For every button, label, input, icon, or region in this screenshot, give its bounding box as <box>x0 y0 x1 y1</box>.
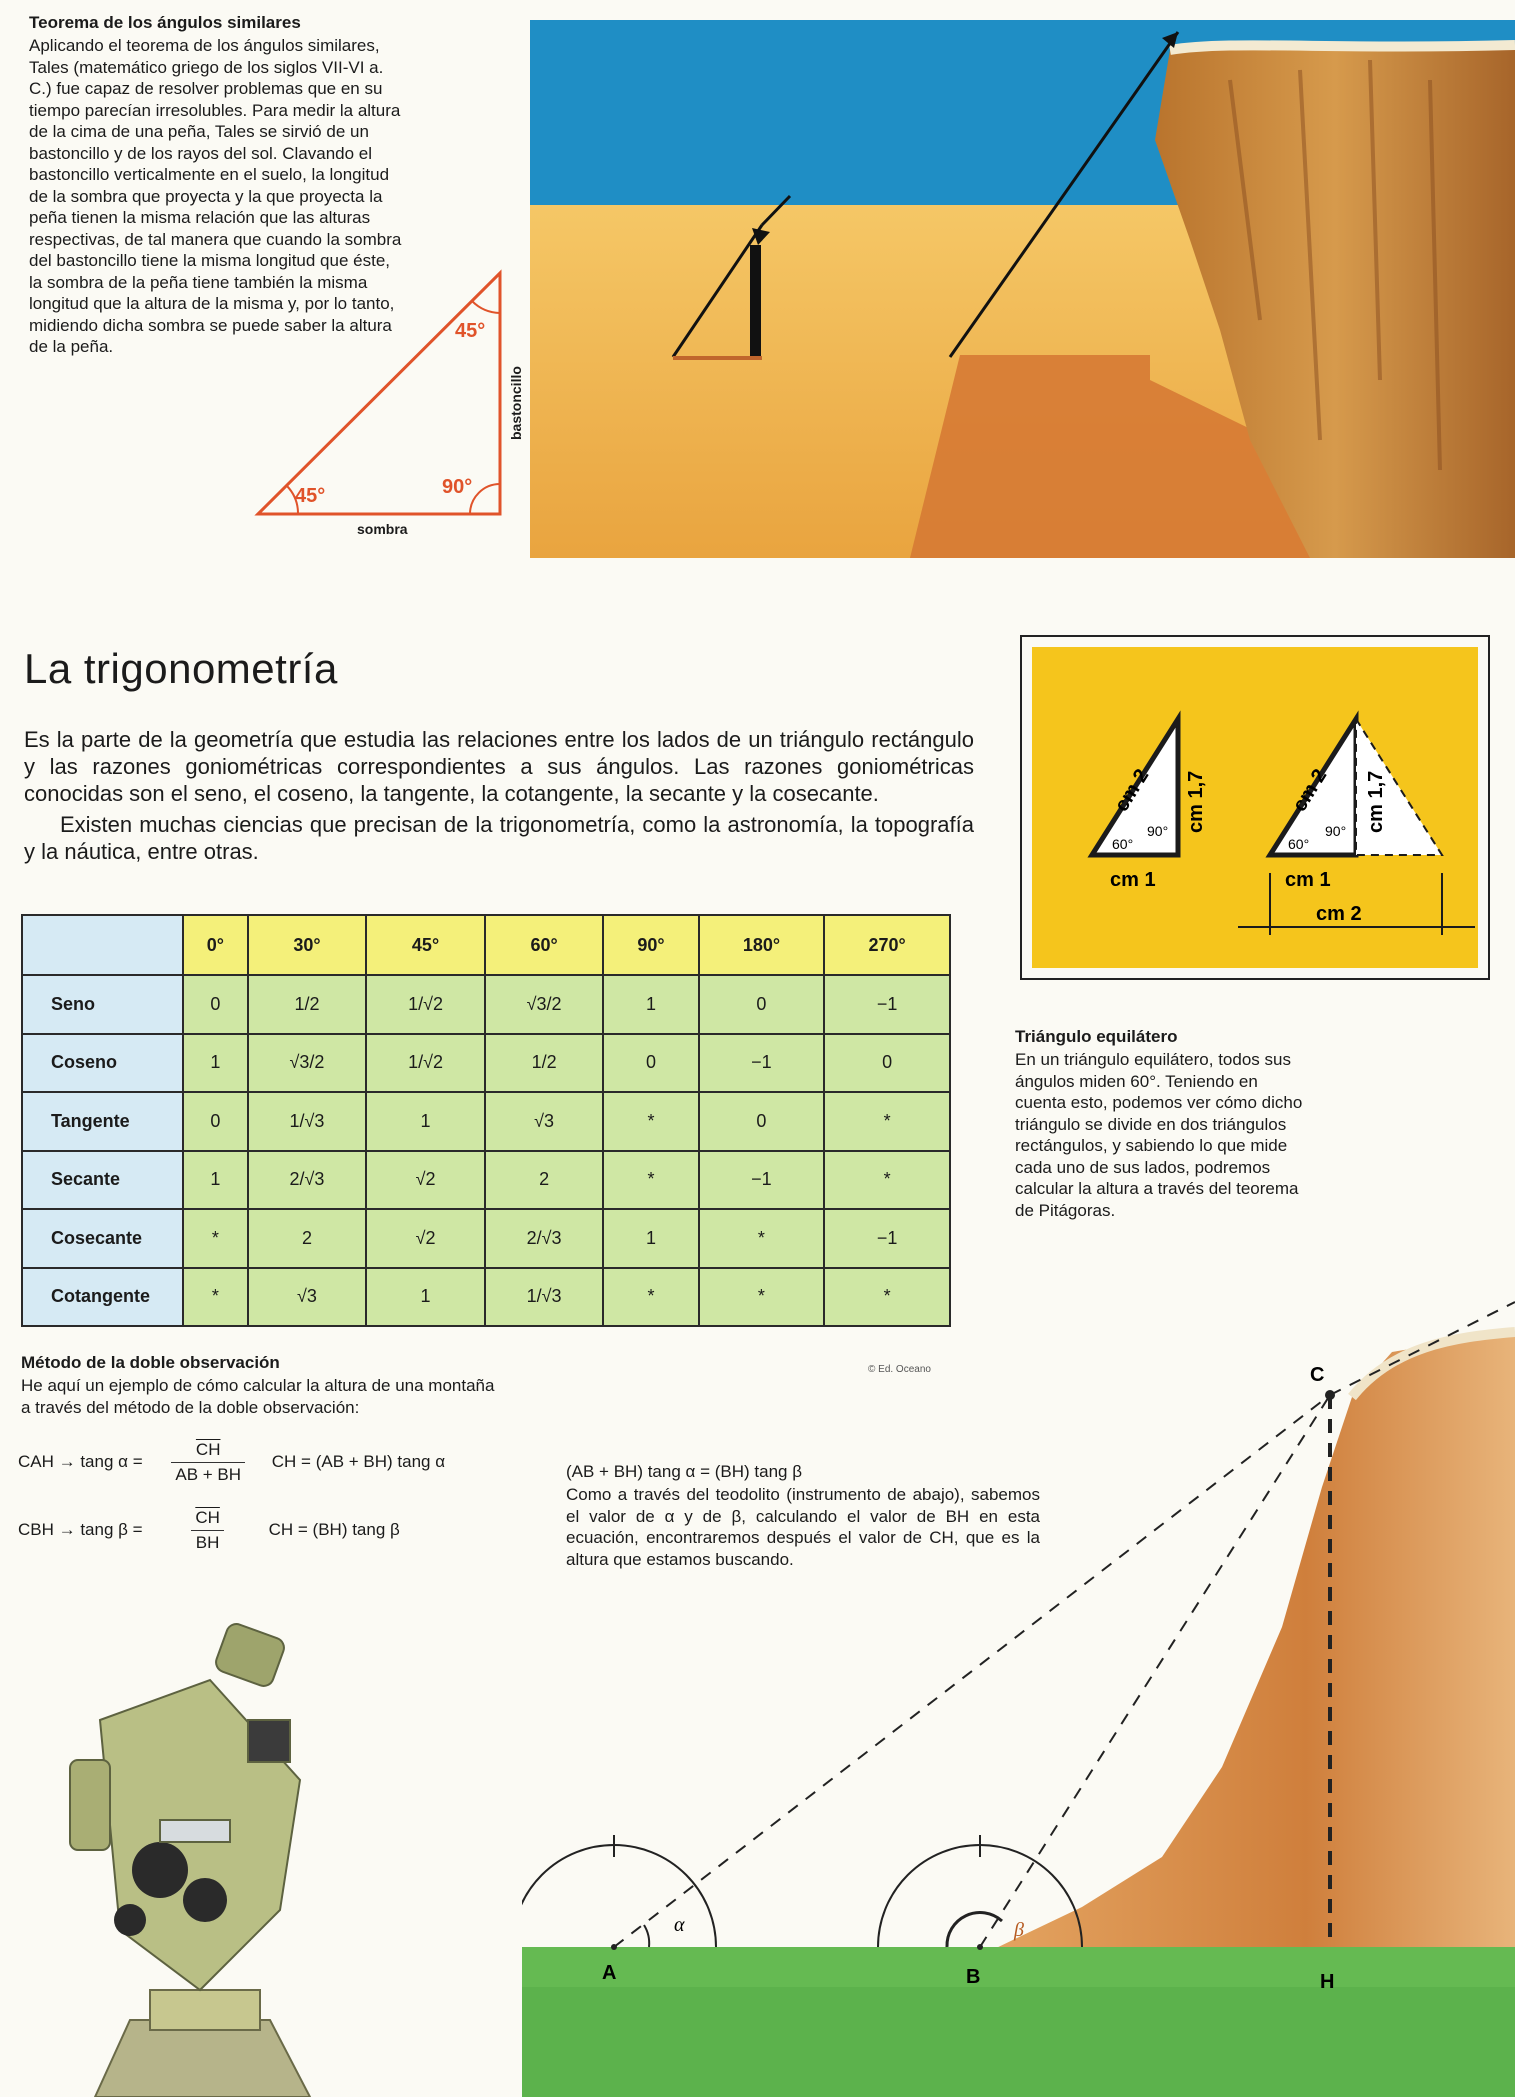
table-corner <box>22 915 183 975</box>
table-cell: * <box>183 1268 248 1327</box>
table-cell: * <box>603 1092 698 1151</box>
table-cell: √3 <box>485 1092 604 1151</box>
point-b-label: B <box>966 1966 981 1988</box>
point-c-label: C <box>1310 1364 1325 1386</box>
header-cell: 30° <box>248 915 367 975</box>
table-cell: 0 <box>824 1034 950 1093</box>
table-cell: 0 <box>603 1034 698 1093</box>
row-header: Coseno <box>22 1034 183 1093</box>
side-label-2: cm 1,7 <box>1365 770 1387 833</box>
table-cell: 1 <box>366 1092 485 1151</box>
thales-title: Teorema de los ángulos similares <box>29 13 301 32</box>
angle60-label-2: 60° <box>1288 836 1310 852</box>
angle-right-label: 90° <box>442 476 473 498</box>
table-cell: 2 <box>248 1209 367 1268</box>
table-cell: −1 <box>699 1151 825 1210</box>
row-header: Secante <box>22 1151 183 1210</box>
table-cell: 0 <box>183 1092 248 1151</box>
table-cell: 1/2 <box>248 975 367 1034</box>
angle-alpha-arc <box>644 1925 649 1947</box>
angle60-label-1: 60° <box>1112 836 1134 852</box>
table-cell: 0 <box>699 1092 825 1151</box>
explanation: Como a través del teodolito (instrumento de abajo), sabemos el valor de α y de β, calculando el valor de BH en esta ecuación, encontraremos después el valor de CH, que es la altura que estamos buscando. <box>566 1485 1040 1569</box>
table-cell: −1 <box>699 1034 825 1093</box>
table-row <box>22 1209 950 1268</box>
table-cell: * <box>824 1151 950 1210</box>
angle-beta-arc <box>947 1913 1002 1947</box>
formula-1-num: $\overline{CH}$ <box>171 1440 245 1463</box>
equilateral-diagram <box>1020 635 1490 980</box>
table-cell: √3/2 <box>248 1034 367 1093</box>
thales-triangle-diagram <box>250 255 540 540</box>
table-cell: 1/√2 <box>366 1034 485 1093</box>
table-cell: * <box>183 1209 248 1268</box>
row-header: Tangente <box>22 1092 183 1151</box>
header-cell: 60° <box>485 915 604 975</box>
header-cell: 90° <box>603 915 698 975</box>
table-cell: 1 <box>603 1209 698 1268</box>
stick <box>750 245 761 358</box>
protractor-a <box>522 1845 716 1947</box>
angle-top-label: 45° <box>455 320 486 342</box>
table-cell: 1 <box>183 1034 248 1093</box>
point-c <box>1325 1390 1335 1400</box>
intro-text <box>24 726 974 865</box>
theodolite-photo <box>0 1610 345 2097</box>
table-cell: 1/√3 <box>248 1092 367 1151</box>
hyp-label-1: cm 2 <box>1110 765 1154 816</box>
header-cell: 270° <box>824 915 950 975</box>
table-cell: −1 <box>824 975 950 1034</box>
table-cell: 1/√3 <box>485 1268 604 1327</box>
formula-1-left: CAH → tang α = <box>18 1451 143 1471</box>
table-cell: 1/√2 <box>366 975 485 1034</box>
row-header: Cotangente <box>22 1268 183 1327</box>
base-label-2: cm 1 <box>1285 869 1331 891</box>
table-cell: 1 <box>366 1268 485 1327</box>
formula-1 <box>18 1440 445 1485</box>
copyright: © Ed. Oceano <box>868 1364 931 1375</box>
equilateral-title: Triángulo equilátero <box>1015 1027 1178 1046</box>
table-cell: * <box>699 1268 825 1327</box>
table-cell: 1/2 <box>485 1034 604 1093</box>
shadow-label: sombra <box>357 521 408 537</box>
table-cell: 1 <box>603 975 698 1034</box>
table-cell: * <box>603 1151 698 1210</box>
table-cell: 2/√3 <box>485 1209 604 1268</box>
header-cell: 0° <box>183 915 248 975</box>
angle-arc-right <box>470 484 500 514</box>
table-cell: √2 <box>366 1151 485 1210</box>
table-row <box>22 975 950 1034</box>
equilateral-text: En un triángulo equilátero, todos sus ángulos miden 60°. Teniendo en cuenta esto, podemos ver cómo dicho triángulo se divide en dos triángulos rectángulos, y sabiendo lo que mide cada uno de sus lados, podremos calcular la altura a través del teorema de Pitágoras. <box>1015 1050 1303 1220</box>
row-header: Seno <box>22 975 183 1034</box>
table-cell: √2 <box>366 1209 485 1268</box>
page-title: La trigonometría <box>24 645 338 692</box>
trig-table <box>21 914 951 1327</box>
formula-2-left: CBH → tang β = <box>18 1519 143 1539</box>
thales-cliff-illustration <box>530 20 1515 558</box>
table-row <box>22 1034 950 1093</box>
header-cell: 45° <box>366 915 485 975</box>
angle-left-label: 45° <box>295 485 326 507</box>
formula-1-den: AB + BH <box>175 1465 242 1484</box>
table-cell: 2 <box>485 1151 604 1210</box>
table-cell: 2/√3 <box>248 1151 367 1210</box>
table-cell: 0 <box>699 975 825 1034</box>
formula-1-right: CH = (AB + BH) tang α <box>271 1451 446 1471</box>
table-cell: √3/2 <box>485 975 604 1034</box>
point-h-label: H <box>1320 1971 1335 1993</box>
table-row <box>22 1151 950 1210</box>
table-cell: * <box>824 1092 950 1151</box>
formula-2-num: $\overline{CH}$ <box>191 1508 224 1531</box>
header-cell: 180° <box>699 915 825 975</box>
formula-2-den: BH <box>195 1533 220 1552</box>
base-label-1: cm 1 <box>1110 869 1156 891</box>
side-label-1: cm 1,7 <box>1185 770 1207 833</box>
table-cell: √3 <box>248 1268 367 1327</box>
table-cell: * <box>699 1209 825 1268</box>
full-base-label: cm 2 <box>1316 903 1362 925</box>
mountain <box>992 1332 1515 1950</box>
table-cell: 1 <box>183 1151 248 1210</box>
angle90-label-1: 90° <box>1147 823 1169 839</box>
table-header-row <box>22 915 950 975</box>
thales-text: Aplicando el teorema de los ángulos similares, Tales (matemático griego de los siglos VII-VI a. C.) fue capaz de resolver problemas que en su tiempo parecían irresolubles. Para medir la altura de la cima de una peña, Tales se sirvió de un bastoncillo y de los rayos del sol. Clavando el bastoncillo verticalmente en el suelo, la longitud de la sombra que proyecta y la que proyecta la peña tienen la misma relación que las alturas respectivas, de tal manera que cuando la sombra del bastoncillo tiene la misma longitud que éste, la sombra de la peña tiene también la misma longitud que la altura de la misma y, por lo tanto, midiendo dicha sombra se puede saber la altura de la peña. <box>29 36 402 356</box>
intro-paragraph-1: Es la parte de la geometría que estudia las relaciones entre los lados de un triángulo rectángulo y las razones goniométricas correspondientes a sus ángulos. Las razones goniométricas conocidas son el seno, el coseno, la tangente, la cotangente, la secante y la cosecante. <box>24 727 974 806</box>
double-intro: He aquí un ejemplo de cómo calcular la altura de una montaña a través del método de la doble observación: <box>21 1376 495 1417</box>
row-header: Cosecante <box>22 1209 183 1268</box>
stick-label: bastoncillo <box>508 366 524 440</box>
table-cell: −1 <box>824 1209 950 1268</box>
table-cell: 0 <box>183 975 248 1034</box>
double-observation-diagram <box>522 1297 1515 2097</box>
formula-2 <box>18 1508 400 1553</box>
table-cell: * <box>603 1268 698 1327</box>
angle90-label-2: 90° <box>1325 823 1347 839</box>
alpha-label: α <box>674 1914 685 1936</box>
equation: (AB + BH) tang α = (BH) tang β <box>566 1462 802 1481</box>
hyp-label-2: cm 2 <box>1288 765 1332 816</box>
cliff-top <box>1170 45 1515 50</box>
double-title: Método de la doble observación <box>21 1353 280 1372</box>
table-row <box>22 1092 950 1151</box>
table-cell: * <box>824 1268 950 1327</box>
angle-arc-top <box>472 301 500 313</box>
intro-paragraph-2: Existen muchas ciencias que precisan de la trigonometría, como la astronomía, la topografía y la náutica, entre otras. <box>24 812 974 864</box>
formula-2-right: CH = (BH) tang β <box>268 1519 400 1539</box>
point-a-label: A <box>602 1962 617 1984</box>
beta-label: β <box>1014 1919 1024 1941</box>
